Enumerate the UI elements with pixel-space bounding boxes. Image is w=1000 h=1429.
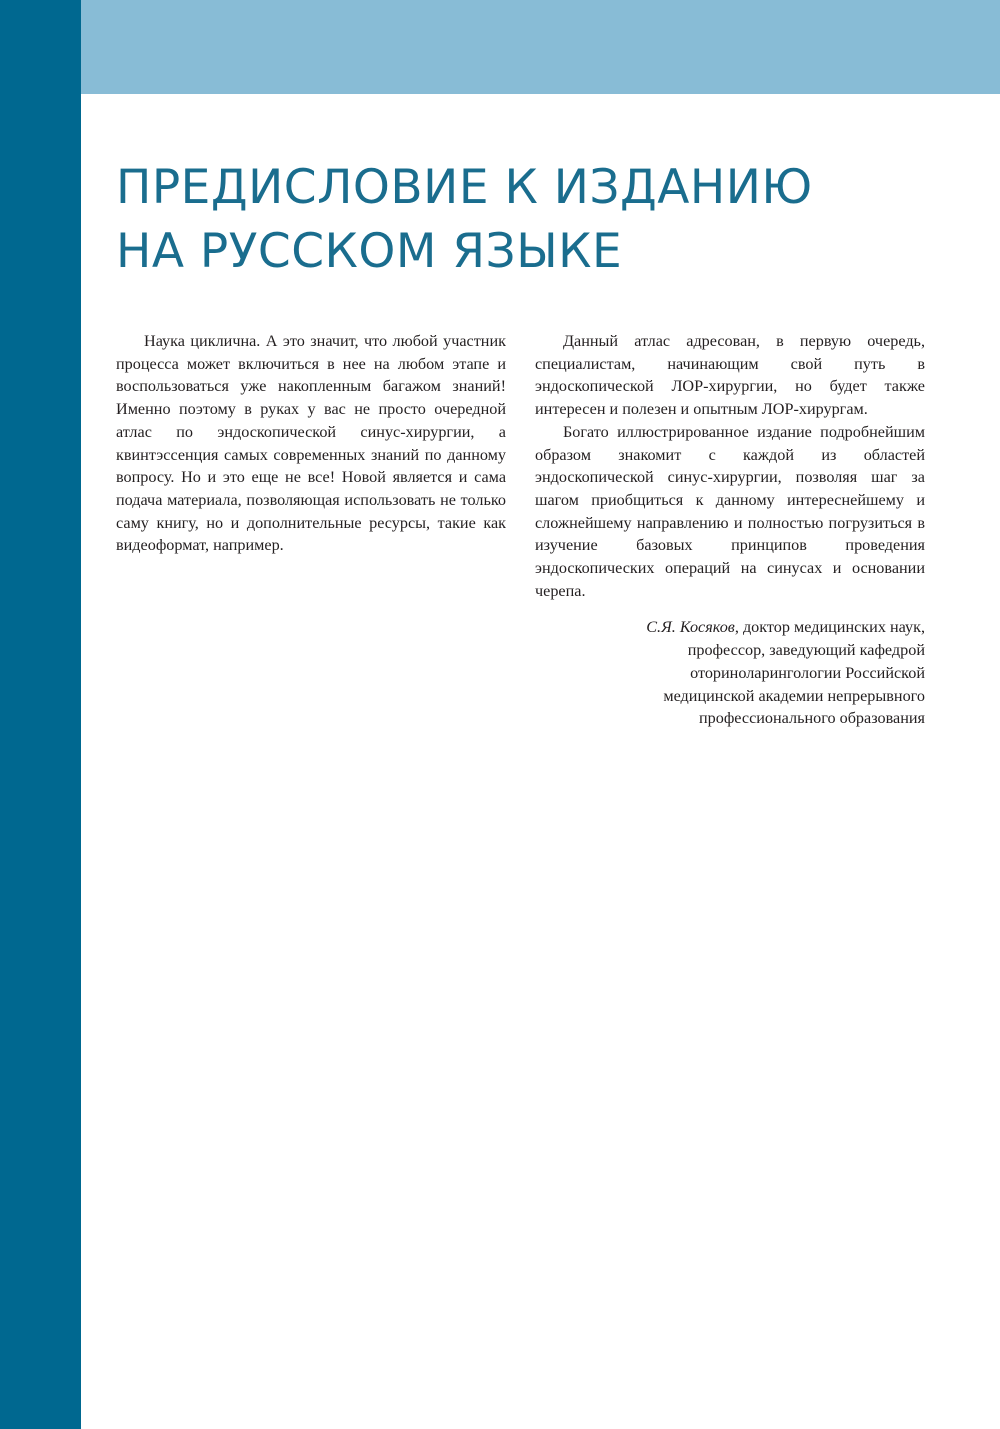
top-color-band xyxy=(81,0,1000,94)
signature-line-2: профессор, заведующий кафедрой xyxy=(687,641,925,660)
paragraph-audience: Данный атлас адресован, в первую очередь, специалистам, начинающим свой путь в эндоскопической ЛОР-хирургии, но будет также интересен и полезен и опытным ЛОР-хирургам. xyxy=(535,332,925,419)
signature-line-4: медицинской академии непрерывного xyxy=(663,686,925,705)
paragraph-illustrated: Богато иллюстрированное издание подробнейшим образом знакомит с каждой из областей эндоскопической синус-хирургии, позволяя шаг за шагом приобщиться к данному интереснейшему и сложнейшему направлению и полностью погрузиться в изучение базовых принципов проведения эндоскопических операций на синусах и основании черепа. xyxy=(535,422,925,600)
signature-line-3: оториноларингологии Российской xyxy=(690,663,925,682)
signature-line-1 xyxy=(535,616,925,639)
left-text-column xyxy=(116,330,506,557)
author-name: С.Я. Косяков xyxy=(646,618,735,637)
left-color-band xyxy=(0,0,81,1429)
signature-line-5: профессионального образования xyxy=(698,709,925,728)
author-signature xyxy=(535,616,925,730)
title-line-2: НА РУССКОМ ЯЗЫКЕ xyxy=(116,224,623,279)
paragraph-science-cyclic: Наука циклична. А это значит, что любой участник процесса может включиться в нее на любом этапе и воспользоваться уже накопленным багажом знаний! Именно поэтому в руках у вас не просто очередной атлас по эндоскопической синус-хирургии, а квинтэссенция самых современных знаний по данному вопросу. Но и это еще не все! Новой является и сама подача материала, позволяющая использовать не только саму книгу, но и дополнительные ресурсы, такие как видеоформат, например. xyxy=(116,332,506,555)
right-text-column xyxy=(535,330,925,730)
author-degree: , доктор медицинских наук, xyxy=(734,618,925,637)
page-title xyxy=(116,156,936,284)
title-line-1: ПРЕДИСЛОВИЕ К ИЗДАНИЮ xyxy=(116,160,813,215)
